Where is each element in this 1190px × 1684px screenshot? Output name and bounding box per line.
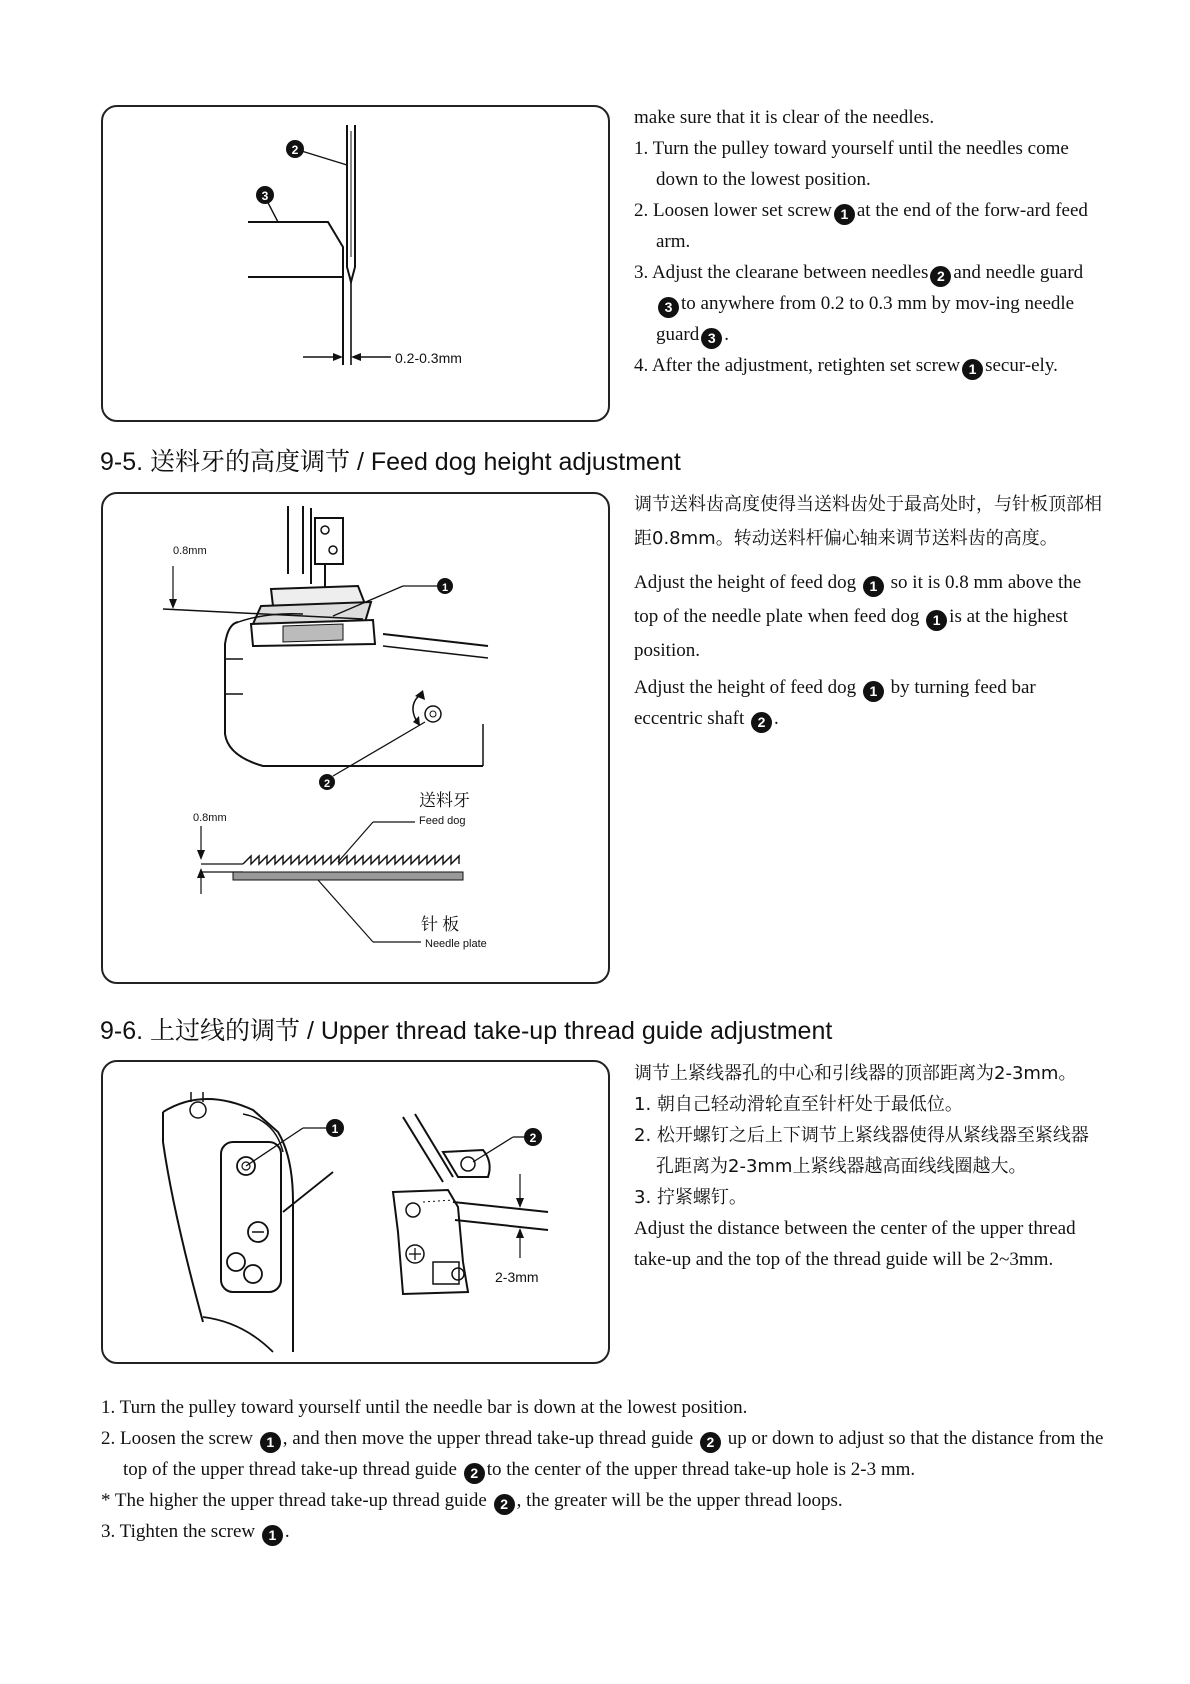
feed-dog-1-icon: 1	[863, 576, 884, 597]
feed-dog-instructions	[634, 488, 1104, 734]
svg-text:1: 1	[331, 1122, 339, 1136]
dimension-bottom-label: 0.8mm	[193, 812, 227, 824]
thread-guide-instructions	[634, 1058, 1104, 1275]
screw-1-icon: 1	[962, 359, 983, 380]
figure-thread-guide	[101, 1060, 610, 1364]
section-9-6-title: 9-6. 上过线的调节 / Upper thread take-up thread guide adjustment	[100, 1017, 833, 1045]
bottom-step-1: 1. Turn the pulley toward yourself until the needle bar is down at the lowest position.	[101, 1397, 748, 1418]
bottom-step-3: 3. Tighten the screw 1 .	[101, 1516, 1106, 1547]
screw-1-icon: 1	[262, 1525, 283, 1546]
needle-plate-cn-label: 针 板	[421, 915, 460, 934]
guide-2-icon: 2	[700, 1432, 721, 1453]
feed-dog-paragraph-1: Adjust the height of feed dog 1 so it is 0.8 mm above the top of the needle plate when feed dog 1 is at the highest position.	[634, 572, 1082, 661]
thread-guide-cn-step-3: 3. 拧紧螺钉。	[634, 1187, 747, 1208]
svg-text:2: 2	[529, 1131, 537, 1145]
figure-feed-dog	[101, 492, 610, 984]
dimension-label: 2-3mm	[495, 1269, 539, 1285]
needle-plate-en-label: Needle plate	[425, 938, 487, 950]
figure-needle-guard	[101, 105, 610, 422]
thread-guide-cn-step-2: 2. 松开螺钉之后上下调节上紧线器使得从紧线器至紧线器孔距离为2-3mm上紧线器越高面线线圈越大。	[634, 1125, 1089, 1177]
thread-guide-en-intro: Adjust the distance between the center of the upper thread take-up and the top of the thread guide will be 2~3mm.	[634, 1218, 1076, 1270]
guard-3-icon: 3	[701, 328, 722, 349]
svg-text:1: 1	[441, 582, 449, 594]
feed-dog-en-label: Feed dog	[419, 815, 466, 827]
svg-text:3: 3	[261, 189, 269, 203]
shaft-2-icon: 2	[751, 712, 772, 733]
thread-guide-illustration	[103, 1062, 608, 1362]
needle-guard-instructions	[634, 102, 1104, 381]
step-1: 1. Turn the pulley toward yourself until the needles come down to the lowest position.	[634, 138, 1069, 190]
step-4: 4. After the adjustment, retighten set screw 1 secur-ely.	[634, 350, 1104, 381]
dimension-label: 0.2-0.3mm	[395, 350, 462, 366]
bottom-step-2: 2. Loosen the screw 1 , and then move the upper thread take-up thread guide 2 up or down to adjust so that the distance from the top of the upper thread take-up thread guide 2 to the center of the upper thread take-up hole is 2-3 mm.	[101, 1423, 1106, 1485]
feed-dog-paragraph-2: Adjust the height of feed dog 1 by turning feed bar eccentric shaft 2 .	[634, 672, 1104, 734]
step-3: 3. Adjust the clearane between needles 2 and needle guard3 to anywhere from 0.2 to 0.3 mm by mov-ing needle guard 3 .	[634, 257, 1104, 350]
feed-dog-cn-text: 调节送料齿高度使得当送料齿处于最高处时，与针板顶部相距0.8mm。转动送料杆偏心轴来调节送料齿的高度。	[634, 494, 1102, 549]
lead-text: make sure that it is clear of the needles.	[634, 107, 935, 128]
dimension-top-label: 0.8mm	[173, 545, 207, 557]
guard-3-icon: 3	[658, 297, 679, 318]
needle-guard-illustration	[103, 107, 608, 420]
feed-dog-1-icon: 1	[863, 681, 884, 702]
svg-text:2: 2	[323, 778, 331, 790]
section-9-5-title: 9-5. 送料牙的高度调节 / Feed dog height adjustment	[100, 448, 681, 476]
feed-dog-illustration	[103, 494, 608, 982]
guide-2-icon: 2	[494, 1494, 515, 1515]
feed-dog-cn-label: 送料牙	[419, 791, 470, 810]
bottom-note: * The higher the upper thread take-up thread guide 2 , the greater will be the upper thread loops.	[101, 1485, 1106, 1516]
screw-1-icon: 1	[260, 1432, 281, 1453]
svg-text:2: 2	[291, 143, 299, 157]
needle-2-icon: 2	[930, 266, 951, 287]
thread-guide-cn-intro: 调节上紧线器孔的中心和引线器的顶部距离为2-3mm。	[634, 1063, 1077, 1084]
feed-dog-1-icon: 1	[926, 610, 947, 631]
thread-guide-cn-step-1: 1. 朝自己轻动滑轮直至针杆处于最低位。	[634, 1094, 963, 1115]
guide-2-icon: 2	[464, 1463, 485, 1484]
screw-1-icon: 1	[834, 204, 855, 225]
step-2: 2. Loosen lower set screw 1 at the end of the forw-ard feed arm.	[634, 200, 1088, 252]
thread-guide-steps	[101, 1392, 1106, 1547]
